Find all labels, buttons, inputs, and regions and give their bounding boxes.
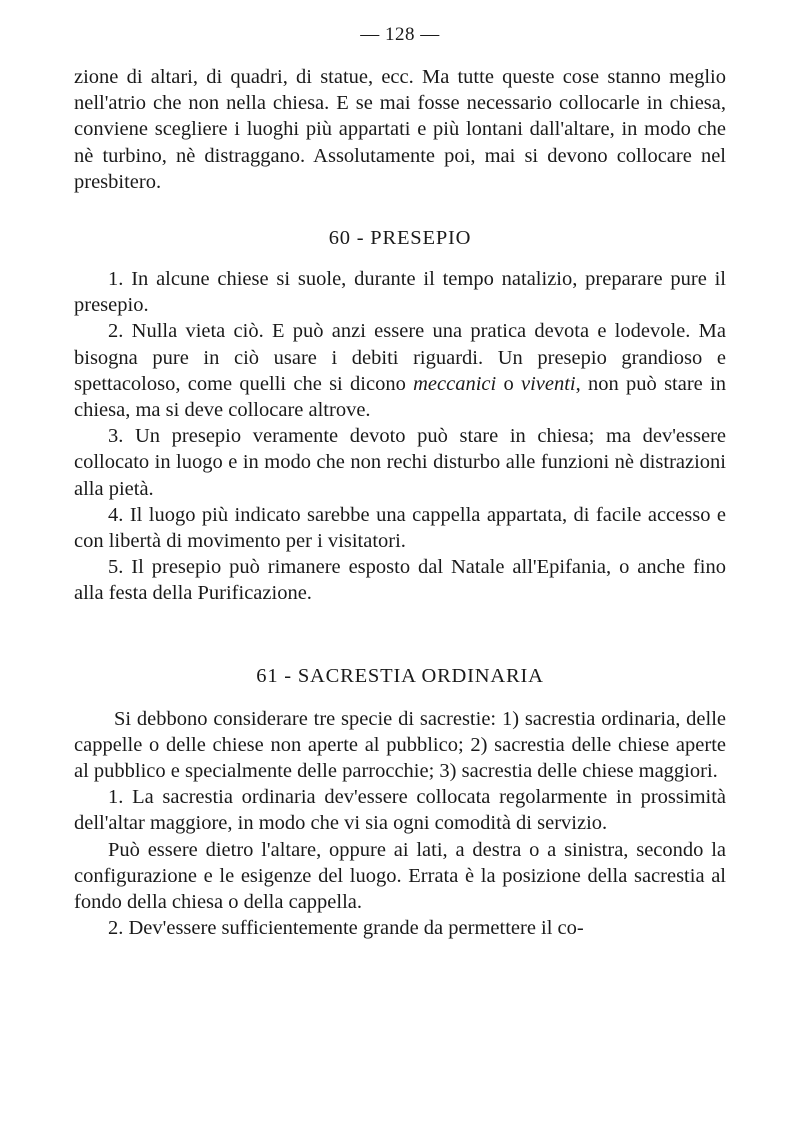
sacrestia-lead-paragraph: Si debbono considerare tre specie di sacrestie: 1) sacrestia ordinaria, delle cappelle o delle chiese non aperte al pubblico; 2) sacrestia delle chiese aperte al pubblico e specialmente delle parrocchie; 3) sacrestia delle chiese maggiori. [74,707,726,783]
presepio-paragraph-5: 5. Il presepio può rimanere esposto dal Natale all'Epifania, o anche fino alla festa della Purificazione. [74,556,726,605]
sacrestia-paragraph-1: 1. La sacrestia ordinaria dev'essere collocata regolarmente in prossimità dell'altar maggiore, in modo che vi sia ogni comodità di servizio. [74,786,726,835]
intro-paragraph: zione di altari, di quadri, di statue, ecc. Ma tutte queste cose stanno meglio nell'atrio che non nella chiesa. E se mai fosse necessario collocarle in chiesa, conviene scegliere i luoghi più appartati e più lontani dall'altare, in modo che nè turbino, nè distraggano. Assolutamente poi, mai si devono collocare nel presbitero. [74,66,726,193]
book-page [74,24,726,941]
term-viventi: viventi [520,372,576,395]
section-title-presepio: 60 - PRESEPIO [328,227,472,250]
sacrestia-paragraph-1b: Può essere dietro l'altare, oppure ai lati, a destra o a sinistra, secondo la configurazione e le esigenze del luogo. Errata è la posizione della sacrestia al fondo della chiesa o della cappella. [74,838,726,914]
presepio-paragraph-2 [74,318,726,423]
term-meccanici: meccanici [413,372,497,395]
page-number: — 128 — [360,24,440,45]
presepio-paragraph-4: 4. Il luogo più indicato sarebbe una cappella appartata, di facile accesso e con libertà di movimento per i visitatori. [74,503,726,553]
presepio-paragraph-1: 1. In alcune chiese si suole, durante il tempo natalizio, preparare pure il presepio. [74,268,726,317]
presepio-paragraph-2-text-c: , non può stare in chiesa, ma si deve collocare altrove. [74,372,726,422]
presepio-paragraph-3: 3. Un presepio veramente devoto può stare in chiesa; ma dev'essere collocato in luogo e in modo che non rechi disturbo alle funzioni nè distrazioni alla pietà. [74,425,726,500]
section-title-sacrestia: 61 - SACRESTIA ORDINARIA [256,664,544,687]
sacrestia-paragraph-2: 2. Dev'essere sufficientemente grande da permettere il co- [108,917,584,940]
presepio-paragraph-2-text-a: 2. Nulla vieta ciò. E può anzi essere una pratica devota e lodevole. Ma bisogna pure in ciò usare i debiti riguardi. Un presepio grandioso e spettacoloso, come quelli che si dicono [74,320,726,395]
presepio-paragraph-2-text-b: o [496,372,521,395]
